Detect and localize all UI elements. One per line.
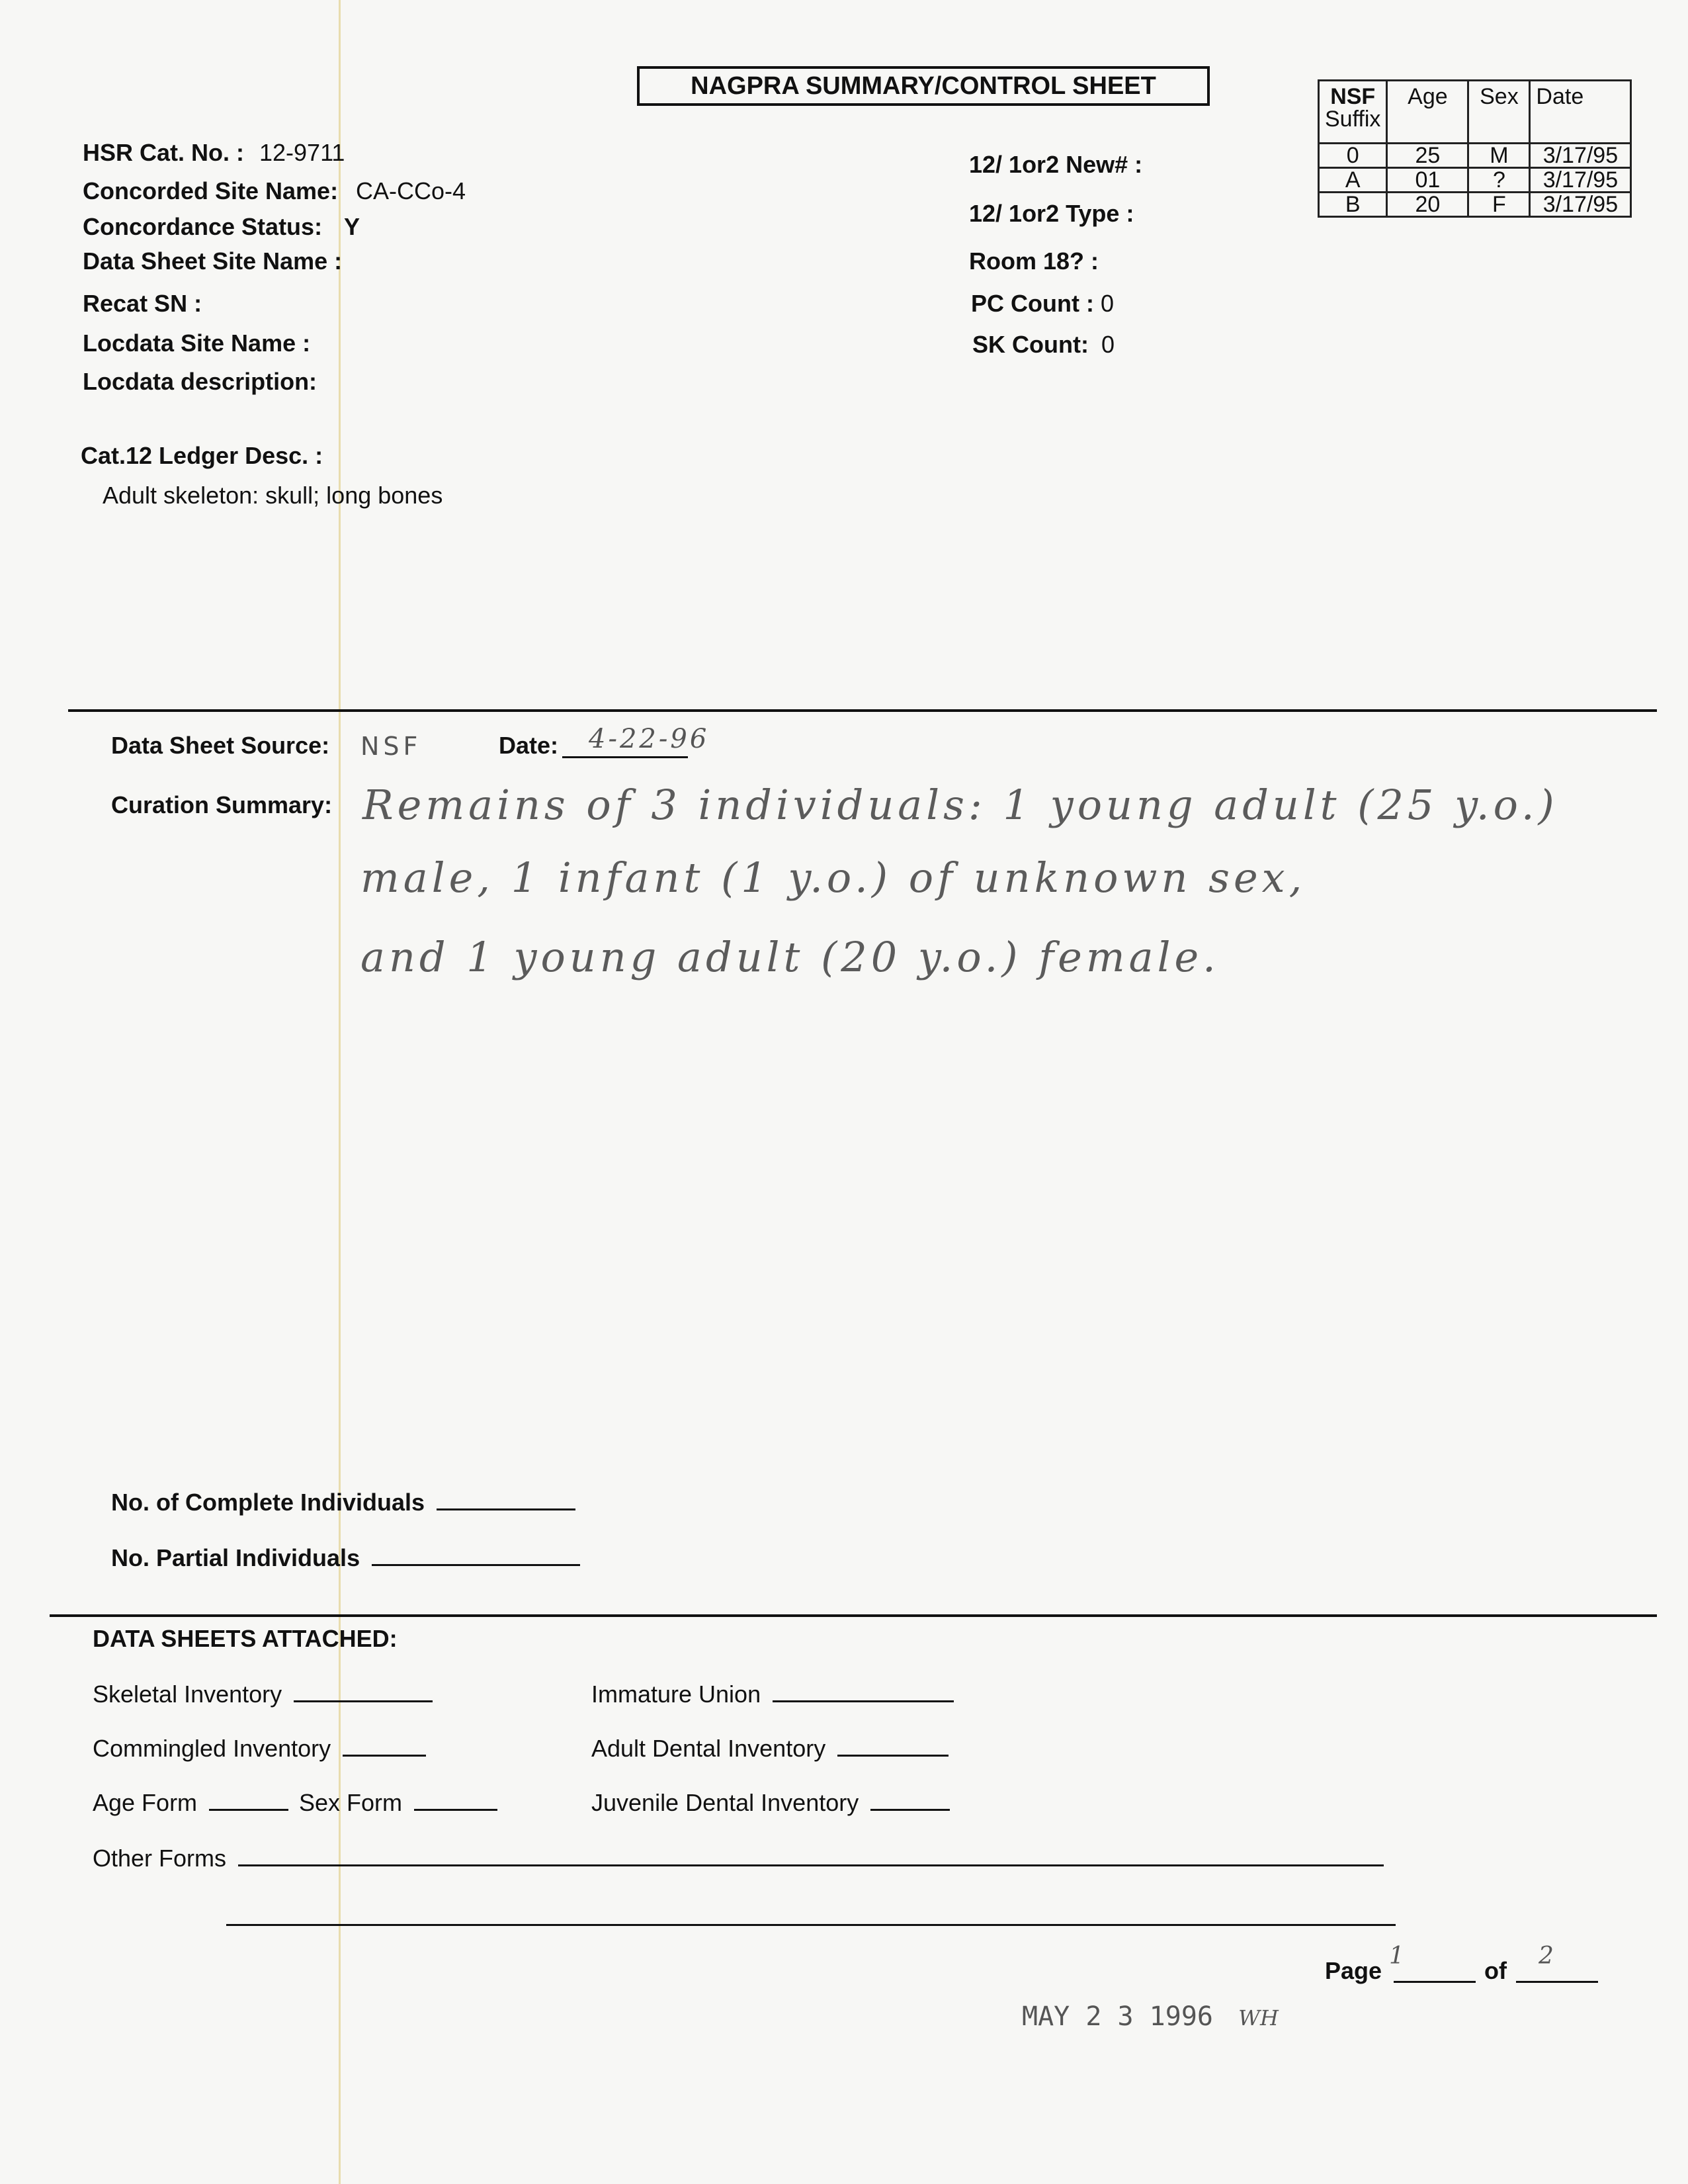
- nsf-header-text: NSF: [1330, 84, 1376, 109]
- ledger-desc-value: Adult skeleton: skull; long bones: [103, 482, 443, 509]
- table-row: [1319, 193, 1631, 217]
- adult-dental-label: Adult Dental Inventory: [591, 1735, 826, 1762]
- sk-count-label: SK Count:: [972, 331, 1089, 358]
- data-sheet-source-label: Data Sheet Source:: [111, 732, 330, 759]
- stamp-date: MAY 2 3 1996: [1022, 2001, 1213, 2032]
- section-divider-top: [68, 709, 1657, 712]
- skeletal-inventory-field: [93, 1681, 433, 1708]
- sex-form-blank: [414, 1809, 497, 1811]
- curation-summary-label: Curation Summary:: [111, 791, 333, 818]
- nsf-suffix-header: [1319, 81, 1387, 144]
- page-title: NAGPRA SUMMARY/CONTROL SHEET: [637, 66, 1210, 106]
- sex-form-label: Sex Form: [299, 1789, 403, 1816]
- pc-count-label: PC Count :: [971, 290, 1094, 317]
- sk-count-value: 0: [1101, 331, 1115, 358]
- locdata-description-label: Locdata description:: [83, 368, 317, 395]
- curation-summary-line-3: and 1 young adult (20 y.o.) female.: [360, 933, 1220, 981]
- nsf-table-header-row: [1319, 81, 1631, 144]
- date-cell: 3/17/95: [1530, 193, 1631, 217]
- new-number-label: 12/ 1or2 New# :: [969, 151, 1143, 178]
- other-forms-second-line: [226, 1924, 1396, 1926]
- sex-cell: ?: [1468, 168, 1530, 193]
- pc-count-value: 0: [1101, 290, 1115, 317]
- adult-dental-field: [591, 1735, 949, 1763]
- nsf-suffix-cell: B: [1319, 193, 1387, 217]
- suffix-header-text: Suffix: [1325, 107, 1381, 132]
- date-label: Date:: [499, 732, 559, 759]
- date-header: Date: [1530, 81, 1631, 144]
- age-cell: 25: [1387, 144, 1468, 168]
- immature-union-label: Immature Union: [591, 1681, 761, 1708]
- age-cell: 20: [1387, 193, 1468, 217]
- juvenile-dental-blank: [870, 1809, 950, 1811]
- age-form-blank: [209, 1809, 288, 1811]
- section-divider-bottom: [50, 1614, 1657, 1617]
- locdata-site-label: Locdata Site Name :: [83, 329, 311, 357]
- nsf-table: [1318, 79, 1632, 218]
- commingled-inventory-blank: [343, 1755, 426, 1757]
- commingled-inventory-label: Commingled Inventory: [93, 1735, 331, 1762]
- date-cell: 3/17/95: [1530, 144, 1631, 168]
- data-sheet-site-label: Data Sheet Site Name :: [83, 247, 343, 275]
- other-forms-field: [93, 1845, 1384, 1872]
- date-underline: [562, 756, 688, 758]
- sex-cell: F: [1468, 193, 1530, 217]
- data-sheets-attached-heading: DATA SHEETS ATTACHED:: [93, 1625, 398, 1652]
- age-form-label: Age Form: [93, 1789, 198, 1816]
- skeletal-inventory-blank: [294, 1700, 433, 1702]
- type-label: 12/ 1or2 Type :: [969, 200, 1134, 227]
- received-date-stamp: [1022, 2001, 1279, 2032]
- page-total-underline: [1516, 1981, 1598, 1983]
- concorded-site-label: Concorded Site Name:: [83, 177, 339, 204]
- skeletal-inventory-label: Skeletal Inventory: [93, 1681, 282, 1708]
- hsr-cat-value: 12-9711: [259, 139, 345, 166]
- commingled-inventory-field: [93, 1735, 426, 1763]
- sex-cell: M: [1468, 144, 1530, 168]
- immature-union-blank: [773, 1700, 954, 1702]
- of-label: of: [1484, 1957, 1507, 1984]
- room-label: Room 18? :: [969, 247, 1099, 275]
- hsr-cat-label: HSR Cat. No. :: [83, 139, 245, 166]
- complete-individuals-blank: [437, 1508, 575, 1510]
- partial-individuals-blank: [372, 1564, 580, 1566]
- stamp-initials: WH: [1238, 2005, 1279, 2031]
- curation-summary-line-1: Remains of 3 individuals: 1 young adult (25 y.o.): [362, 781, 1558, 829]
- immature-union-field: [591, 1681, 954, 1708]
- age-cell: 01: [1387, 168, 1468, 193]
- juvenile-dental-label: Juvenile Dental Inventory: [591, 1789, 859, 1816]
- partial-individuals-label: [111, 1544, 580, 1572]
- table-row: [1319, 168, 1631, 193]
- page-label: Page: [1325, 1957, 1382, 1984]
- ledger-desc-label: Cat.12 Ledger Desc. :: [81, 442, 323, 469]
- other-forms-label: Other Forms: [93, 1845, 227, 1872]
- concordance-status-label: Concordance Status:: [83, 213, 323, 240]
- nsf-suffix-cell: A: [1319, 168, 1387, 193]
- curation-summary-line-2: male, 1 infant (1 y.o.) of unknown sex,: [360, 853, 1306, 902]
- juvenile-dental-field: [591, 1789, 950, 1817]
- recat-sn-label: Recat SN :: [83, 290, 202, 317]
- partial-individuals-text: No. Partial Individuals: [111, 1544, 360, 1571]
- complete-individuals-label: [111, 1489, 575, 1516]
- page-number-underline: [1394, 1981, 1476, 1983]
- data-sheet-source-value: NSF: [360, 732, 422, 761]
- adult-dental-blank: [837, 1755, 949, 1757]
- sex-header: Sex: [1468, 81, 1530, 144]
- date-cell: 3/17/95: [1530, 168, 1631, 193]
- age-form-field: [93, 1789, 288, 1817]
- page-total-value: 2: [1539, 1943, 1554, 1970]
- date-value: 4-22-96: [589, 724, 710, 754]
- page-number-value: 1: [1389, 1943, 1404, 1970]
- concorded-site-value: CA-CCo-4: [356, 177, 466, 204]
- age-header: Age: [1387, 81, 1468, 144]
- complete-individuals-text: No. of Complete Individuals: [111, 1489, 425, 1516]
- concordance-status-value: Y: [344, 213, 360, 240]
- table-row: [1319, 144, 1631, 168]
- other-forms-blank: [238, 1864, 1384, 1866]
- nsf-suffix-cell: 0: [1319, 144, 1387, 168]
- sex-form-field: [299, 1789, 497, 1817]
